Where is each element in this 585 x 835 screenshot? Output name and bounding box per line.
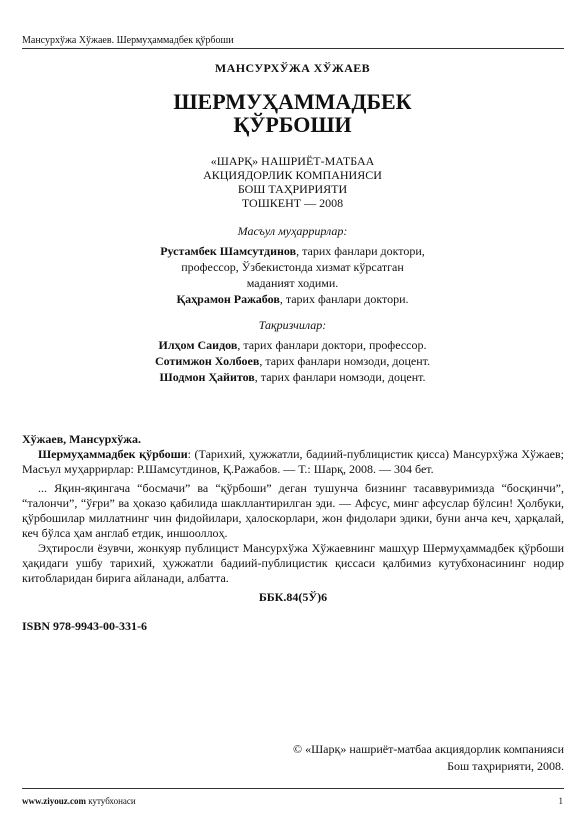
reviewer-name-3: Шодмон Ҳайитов bbox=[159, 370, 255, 384]
publisher-line3: БОШ ТАҲРИРИЯТИ bbox=[237, 182, 348, 196]
copyright-line2: Бош таҳририяти, 2008. bbox=[447, 759, 564, 773]
editor-entry-2 bbox=[0, 291, 585, 307]
footer-divider bbox=[22, 788, 564, 789]
book-title bbox=[0, 90, 585, 136]
copyright-line1: © «Шарқ» нашриёт-матбаа акциядорлик компанияси bbox=[292, 742, 564, 756]
editor-role-1-line3: маданият ходими. bbox=[246, 276, 339, 290]
footer-site-suffix: кутубхонаси bbox=[86, 796, 136, 806]
editor-role-1: , тарих фанлари доктори, bbox=[296, 244, 425, 258]
book-title-line2: ҚЎРБОШИ bbox=[233, 112, 352, 137]
author-name: МАНСУРХЎЖА ХЎЖАЕВ bbox=[214, 61, 371, 75]
publisher-block bbox=[0, 154, 585, 210]
reviewer-name-1: Илҳом Саидов bbox=[158, 338, 238, 352]
catalog-title-bold: Шермуҳаммадбек қўрбоши bbox=[38, 447, 188, 461]
catalog-record bbox=[22, 432, 564, 605]
editor-role-1-line2: профессор, Ўзбекистонда хизмат кўрсатган bbox=[181, 260, 404, 274]
reviewer-entry-2 bbox=[0, 353, 585, 369]
publisher-line2: АКЦИЯДОРЛИК КОМПАНИЯСИ bbox=[203, 168, 382, 182]
editor-name-2: Қаҳрамон Ражабов bbox=[176, 292, 280, 306]
publisher-city-year: ТОШКЕНТ — 2008 bbox=[241, 196, 344, 210]
catalog-title-details: : (Тарихий, ҳужжатли, бадиий-публицистик қисса) Мансурхўжа Хўжаев; Масъул муҳаррирлар: Р.Шамсутдинов, Қ.Ражабов. — Т.: Шарқ, 2008. — 304 бет. bbox=[22, 447, 564, 476]
reviewer-role-1: , тарих фанлари доктори, профессор. bbox=[237, 338, 427, 352]
reviewer-entry-3 bbox=[0, 369, 585, 385]
reviewer-name-2: Сотимжон Холбоев bbox=[155, 354, 260, 368]
editor-entry-1 bbox=[0, 243, 585, 259]
book-title-line1: ШЕРМУҲАММАДБЕК bbox=[173, 89, 412, 114]
bbk-code: ББК.84(5Ў)6 bbox=[258, 590, 328, 604]
editors-block bbox=[0, 243, 585, 307]
footer-site bbox=[22, 796, 136, 806]
catalog-author-entry bbox=[22, 432, 564, 447]
annotation-paragraph-2: Эҳтиросли ёзувчи, жонкуяр публицист Мансурхўжа Хўжаевнинг машҳур Шермуҳаммадбек қўрбоши ҳақидаги ушбу тарихий, ҳужжатли бадиий-публицистик қиссаси қалбимиз кутубхонасининг нодир китобларидан бирига айланади, албатта. bbox=[22, 541, 564, 585]
catalog-title-entry bbox=[22, 447, 564, 477]
annotation-paragraph-1: ... Яқин-яқингача “босмачи” ва “қўрбоши” деган тушунча бизнинг тасаввуримизда “босқинчи”, “талончи”, “ўғри” ва ҳоказо қабилида шакллантирилган эди. — Афсус, минг афсуслар бўлсин! Ҳолбуки, қўрбошилар миллатнинг чин фидойилари, ҳалоскорлари, жон фидолари эдики, буни анча кеч, ҳарқалай, кеч бўлса ҳам англаб етдик, иншооллоҳ. bbox=[22, 481, 564, 540]
publisher-line1: «ШАРҚ» НАШРИЁТ-МАТБАА bbox=[210, 154, 375, 168]
reviewer-entry-1 bbox=[0, 337, 585, 353]
reviewers-block bbox=[0, 337, 585, 385]
reviewer-role-3: , тарих фанлари номзоди, доцент. bbox=[254, 370, 426, 384]
header-divider bbox=[22, 48, 564, 49]
catalog-author-text: Хўжаев, Мансурхўжа. bbox=[22, 432, 141, 446]
reviewer-role-2: , тарих фанлари номзоди, доцент. bbox=[259, 354, 430, 368]
editor-role-2: , тарих фанлари доктори. bbox=[279, 292, 409, 306]
editors-heading: Масъул муҳаррирлар: bbox=[237, 224, 348, 238]
isbn: ISBN 978-9943-00-331-6 bbox=[22, 619, 147, 633]
reviewers-heading: Тақризчилар: bbox=[258, 318, 327, 332]
copyright-block bbox=[293, 741, 564, 775]
running-head: Мансурхўжа Хўжаев. Шермуҳаммадбек қўрбоши bbox=[22, 35, 234, 46]
editor-name-1: Рустамбек Шамсутдинов bbox=[160, 244, 297, 258]
page-number: 1 bbox=[558, 796, 563, 806]
footer-site-link[interactable]: www.ziyouz.com bbox=[22, 796, 86, 806]
